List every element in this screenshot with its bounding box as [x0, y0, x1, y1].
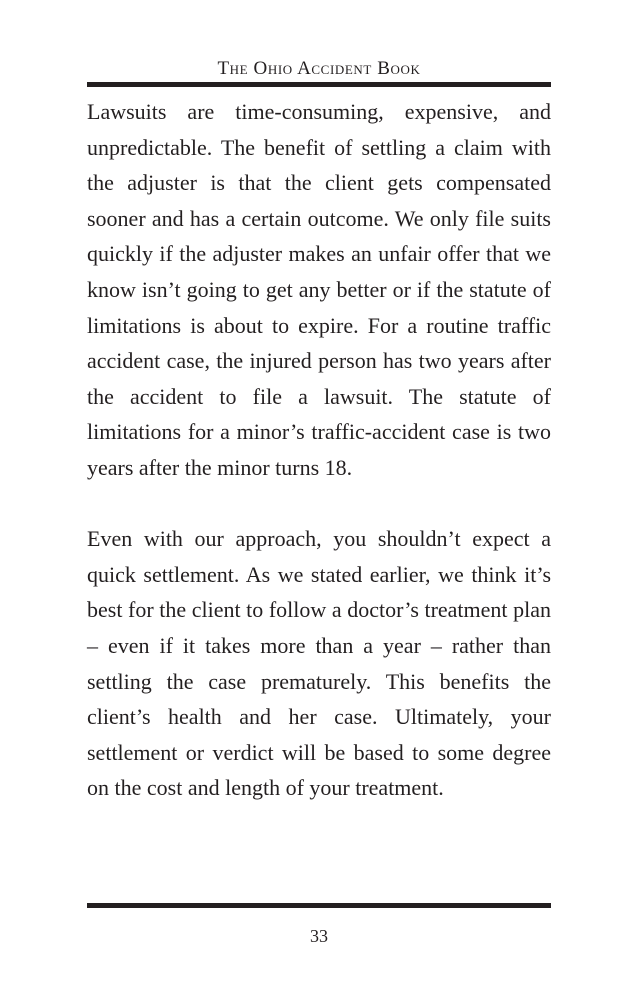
body-text	[87, 94, 551, 806]
footer-rule	[87, 903, 551, 908]
paragraph-lawsuits: Lawsuits are time-consuming, expensive, and unpredictable. The benefit of settling a claim with the adjuster is that the client gets compensated sooner and has a certain outcome. We only file suits quickly if the adjuster makes an unfair offer that we know isn’t going to get any better or if the statute of limitations is about to expire. For a routine traffic accident case, the injured person has two years after the accident to file a lawsuit. The statute of limitations for a minor’s traffic-accident case is two years after the minor turns 18.	[87, 99, 551, 480]
page-number: 33	[310, 926, 328, 946]
header-rule	[87, 82, 551, 87]
paragraph-settlement: Even with our approach, you shouldn’t expect a quick settlement. As we stated earlier, we think it’s best for the client to follow a doctor’s treatment plan – even if it takes more than a year – rather than settling the case prematurely. This benefits the client’s health and her case. Ultimately, your settlement or verdict will be based to some degree on the cost and length of your treatment.	[87, 526, 551, 801]
running-head: The Ohio Accident Book	[217, 58, 421, 79]
